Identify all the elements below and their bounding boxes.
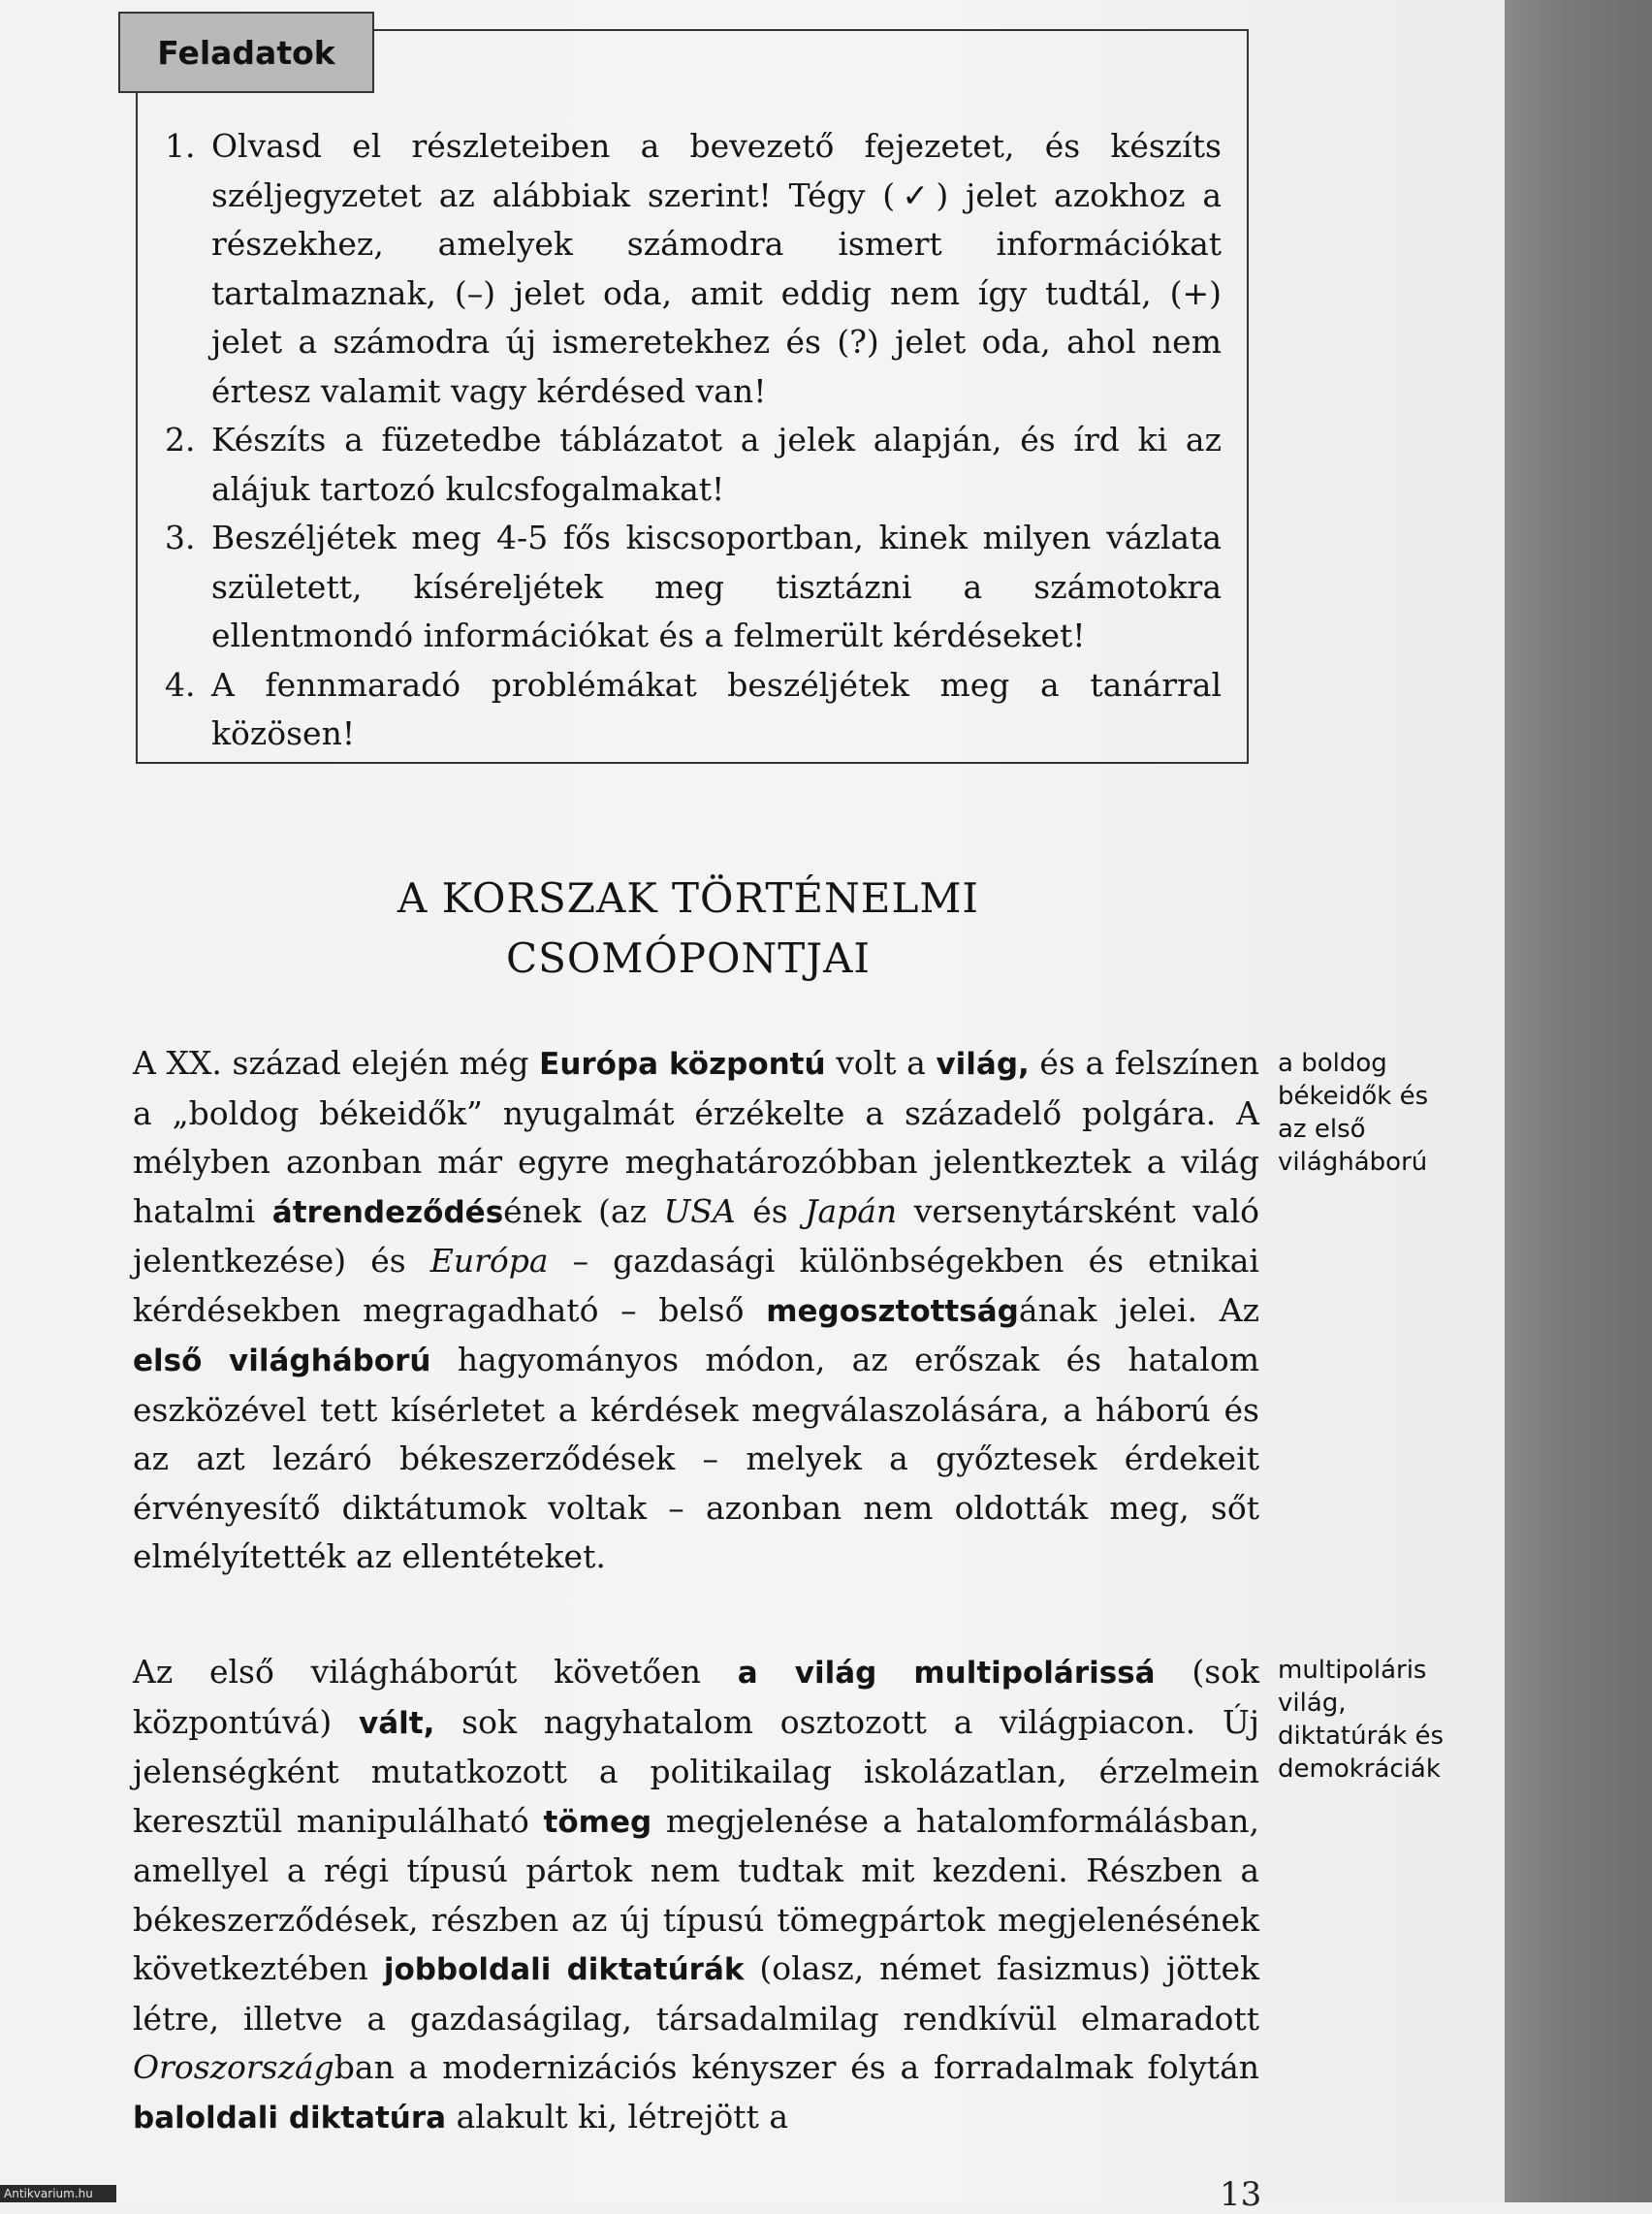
- body-paragraph: [133, 1648, 1259, 2142]
- margin-note-line: demokráciák: [1278, 1755, 1441, 1784]
- text-run: hagyományos módon, az erőszak és hatalom eszközével tett kísérletet a kérdések megválaszolására, a háború és az azt lezáró békeszerződések – melyek a győztesek érdekeit érvényesítő diktátumok voltak – azonban nem oldották meg, sőt elmélyítették az ellentéteket.: [133, 1341, 1259, 1575]
- margin-note-line: az első: [1278, 1115, 1366, 1144]
- text-run: és a felszínen a „boldog békeidők” nyugalmát érzékelte a századelő polgára. A mélyben azonban már egyre meghatározóbban jelentkeztek a világ hatalmi: [133, 1044, 1259, 1230]
- margin-note: [1278, 1047, 1491, 1179]
- text-run: megjelenése a hatalomformálásban, amellyel a régi típusú pártok nem tudtak mit kezdeni. Részben a békeszerződések, részben az új típusú tömegpártok megjelenésének következtében: [133, 1801, 1259, 1987]
- margin-note: [1278, 1654, 1491, 1786]
- chapter-title: [368, 869, 1008, 989]
- task-box-heading: Feladatok: [118, 12, 374, 93]
- body-paragraph: [133, 1039, 1259, 1582]
- task-list: [165, 122, 1222, 759]
- task-number: 3.: [165, 519, 196, 556]
- margin-note-line: világ,: [1278, 1689, 1347, 1718]
- chapter-title-line2: CSOMÓPONTJAI: [506, 934, 871, 982]
- emphasis: Oroszország: [133, 2048, 334, 2086]
- text-run: (sok központúvá): [133, 1653, 1259, 1741]
- emphasis: Japán: [805, 1191, 898, 1230]
- task-number: 2.: [165, 421, 196, 459]
- task-number: 1.: [165, 127, 196, 165]
- task-item: [165, 416, 1222, 514]
- task-item: [165, 661, 1222, 759]
- text-run: és: [735, 1191, 806, 1230]
- text-run: ban a modernizációs kényszer és a forradalmak folytán: [334, 2048, 1259, 2086]
- chapter-title-line1: A KORSZAK TÖRTÉNELMI: [397, 874, 979, 922]
- text-run: (olasz, német fasizmus) jöttek létre, illetve a gazdaságilag, társadalmilag rendkívül elmaradott: [133, 1949, 1260, 2038]
- key-term: első világháború: [133, 1344, 431, 1378]
- task-item: [165, 514, 1222, 661]
- key-term: megosztottság: [766, 1293, 1019, 1329]
- task-number: 4.: [165, 665, 196, 704]
- key-term: a világ multipolárissá: [737, 1656, 1156, 1691]
- key-term: tömeg: [543, 1804, 652, 1840]
- book-gutter-shadow: [1505, 0, 1652, 2202]
- key-term: átrendeződés: [271, 1194, 504, 1230]
- emphasis: USA: [663, 1191, 736, 1230]
- task-text: Olvasd el részleteiben a bevezető fejezetet, és készíts széljegyzetet az alábbiak szerint! Tégy (✓) jelet azokhoz a részekhez, amelyek számodra ismert információkat tartalmaznak, (–) jelet oda, amit eddig nem így tudtál, (+) jelet a számodra új ismeretekhez és (?) jelet oda, ahol nem értesz valamit vagy kérdésed van!: [211, 127, 1222, 410]
- key-term: jobboldali diktatúrák: [383, 1952, 745, 1987]
- text-run: sok nagyhatalom osztozott a világpiacon. Új jelenségként mutatkozott a politikailag iskolázatlan, érzelmein keresztül manipulálható: [133, 1702, 1259, 1840]
- text-run: ének (az: [503, 1191, 664, 1230]
- task-text: A fennmaradó problémákat beszéljétek meg a tanárral közösen!: [211, 665, 1222, 752]
- emphasis: Európa: [429, 1242, 549, 1280]
- text-run: versenytársként való jelentkezése) és: [133, 1191, 1259, 1280]
- margin-note-line: békeidők és: [1278, 1082, 1429, 1111]
- text-run: A XX. század elején még: [133, 1044, 540, 1082]
- key-term: Európa központú: [539, 1047, 826, 1082]
- page-number: 13: [1220, 2175, 1262, 2214]
- text-run: alakult ki, létrejött a: [446, 2097, 788, 2135]
- text-run: ának jelei. Az: [1018, 1290, 1260, 1329]
- margin-note-line: diktatúrák és: [1278, 1722, 1445, 1751]
- margin-note-line: a boldog: [1278, 1049, 1387, 1078]
- watermark: Antikvarium.hu: [0, 2185, 116, 2202]
- task-item: [165, 122, 1222, 416]
- key-term: baloldali diktatúra: [133, 2100, 447, 2135]
- task-text: Beszéljétek meg 4-5 fős kiscsoportban, kinek milyen vázlata született, kíséreljétek meg tisztázni a számotokra ellentmondó információkat és a felmerült kérdéseket!: [211, 519, 1222, 654]
- key-term: világ,: [936, 1047, 1030, 1082]
- margin-note-line: világháború: [1278, 1148, 1428, 1177]
- key-term: vált,: [359, 1705, 435, 1741]
- task-text: Készíts a füzetedbe táblázatot a jelek alapján, és írd ki az alájuk tartozó kulcsfogalmakat!: [211, 421, 1222, 508]
- margin-note-line: multipoláris: [1278, 1656, 1427, 1685]
- text-run: – gazdasági különbségekben és etnikai kérdésekben megragadható – belső: [133, 1242, 1259, 1329]
- text-run: Az első világháborút követően: [133, 1653, 738, 1691]
- text-run: volt a: [825, 1044, 937, 1082]
